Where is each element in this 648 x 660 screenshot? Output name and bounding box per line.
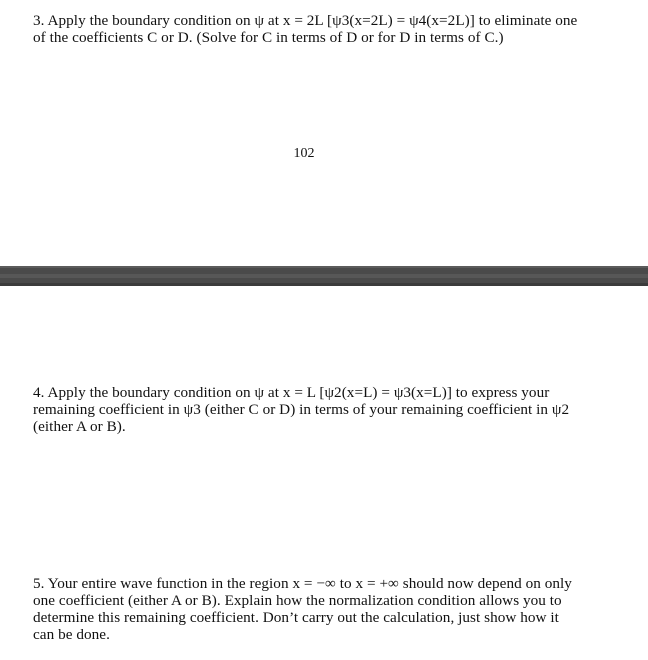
question-3 [33, 12, 577, 46]
question-4 [33, 384, 569, 435]
question-5-line-3: determine this remaining coefficient. Don’t carry out the calculation, just show how it [33, 609, 559, 626]
question-4-line-3: (either A or B). [33, 418, 126, 435]
question-5 [33, 575, 572, 643]
question-3-line-1: 3. Apply the boundary condition on ψ at x = 2L [ψ3(x=2L) = ψ4(x=2L)] to eliminate one [33, 12, 578, 29]
question-4-line-1: 4. Apply the boundary condition on ψ at x = L [ψ2(x=L) = ψ3(x=L)] to express your [33, 384, 550, 401]
question-5-line-2: one coefficient (either A or B). Explain how the normalization condition allows you to [33, 592, 562, 609]
page-number: 102 [293, 146, 315, 161]
question-5-line-1: 5. Your entire wave function in the region x = −∞ to x = +∞ should now depend on only [33, 575, 572, 592]
page-separator [0, 266, 648, 286]
question-3-line-2: of the coefficients C or D. (Solve for C in terms of D or for D in terms of C.) [33, 29, 504, 46]
question-4-line-2: remaining coefficient in ψ3 (either C or D) in terms of your remaining coefficient in ψ2 [33, 401, 570, 418]
question-5-line-4: can be done. [33, 626, 110, 643]
